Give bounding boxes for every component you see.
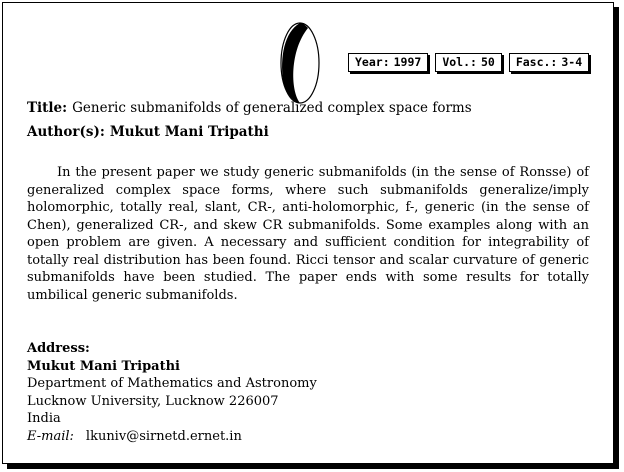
address-name: Mukut Mani Tripathi (27, 358, 180, 374)
year-value: 1997 (393, 55, 422, 69)
issue-badges (348, 53, 589, 72)
year-badge (348, 53, 428, 72)
address-university: Lucknow University, Lucknow 226007 (27, 393, 279, 409)
email-address[interactable]: lkuniv@sirnetd.ernet.in (85, 428, 242, 444)
address-email-line (27, 428, 317, 446)
volume-value: 50 (480, 55, 495, 69)
title-label: Title: (27, 100, 68, 116)
volume-label: Vol.: (442, 55, 477, 69)
authors-text: Mukut Mani Tripathi (109, 124, 269, 140)
email-label: E-mail: (27, 428, 74, 444)
abstract-text: In the present paper we study generic submanifolds (in the sense of Ronsse) of generalized complex space forms, where such submanifolds generalize/imply holomorphic, totally real, slant, CR-, anti-holomorphic, f-, generic (in the sense of Chen), generalized CR-, and skew CR submanifolds. Some examples along with an open problem are given. A necessary and sufficient condition for integrability of totally real distribution has been found. Ricci tensor and scalar curvature of generic submanifolds have been studied. The paper ends with some results for totally umbilical generic submanifolds. (27, 165, 589, 303)
fascicle-value: 3-4 (561, 55, 583, 69)
address-label: Address: (27, 341, 90, 356)
authors-label: Author(s): (27, 124, 105, 140)
address-department: Department of Mathematics and Astronomy (27, 376, 317, 391)
year-label: Year: (355, 55, 390, 69)
fascicle-label: Fasc.: (515, 55, 558, 69)
title-text: Generic submanifolds of generalized complex space forms (72, 100, 472, 116)
fascicle-badge (509, 53, 589, 72)
address-block (27, 340, 317, 445)
paper-authors (27, 124, 269, 140)
volume-badge (435, 53, 501, 72)
paper-title (27, 100, 472, 116)
journal-logo-icon (278, 20, 322, 106)
address-country: India (27, 411, 61, 426)
